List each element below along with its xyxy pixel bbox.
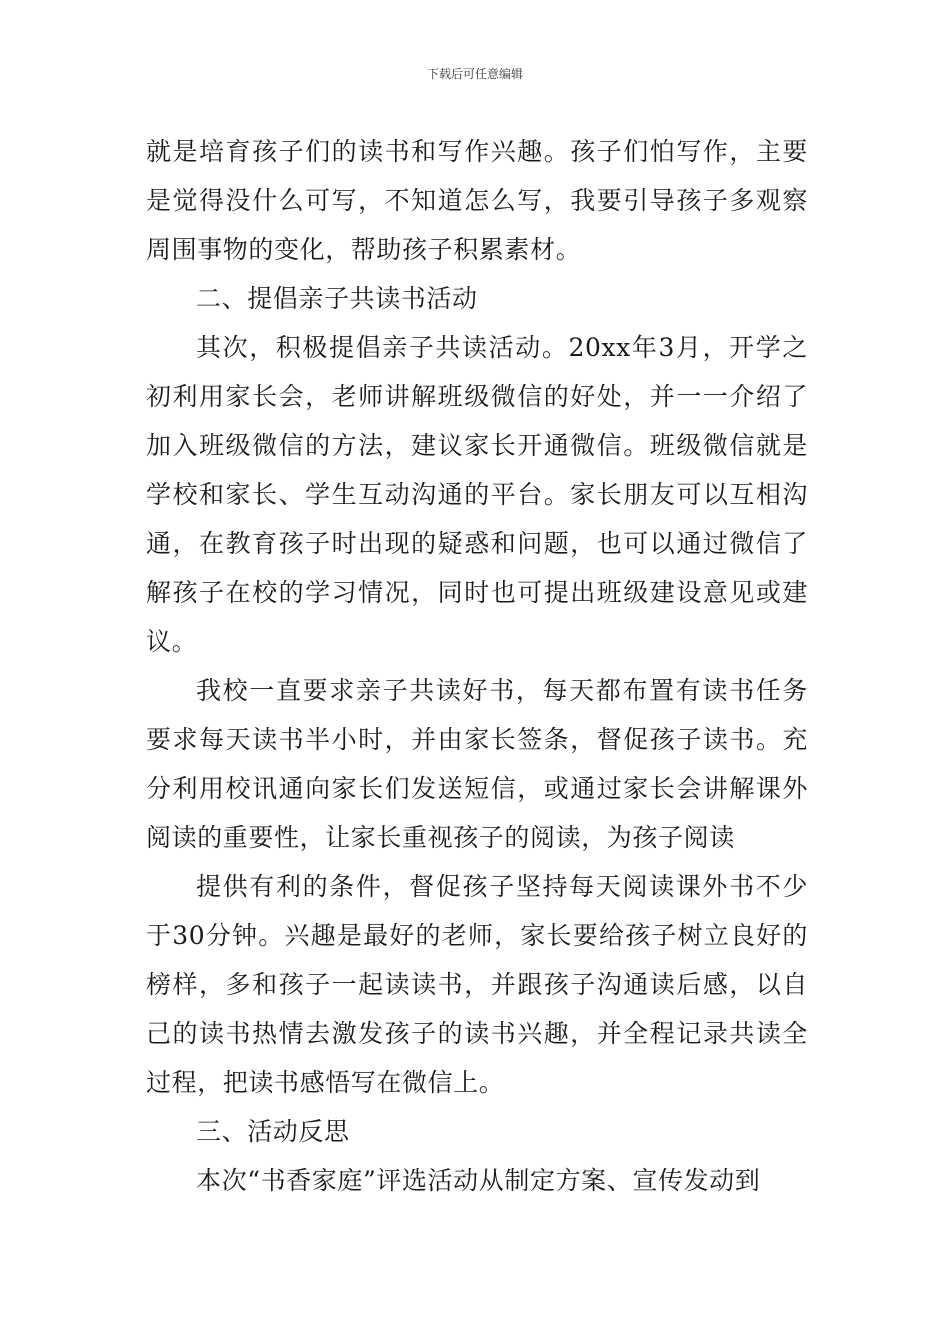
- paragraph-continuation: 就是培育孩子们的读书和写作兴趣。孩子们怕写作，主要是觉得没什么可写，不知道怎么写，我要引导孩子多观察周围事物的变化，帮助孩子积累素材。: [146, 137, 808, 264]
- section-heading-3: 三、活动反思: [196, 1117, 350, 1146]
- paragraph-reading-task: 我校一直要求亲子共读好书，每天都布置有读书任务要求每天读书半小时，并由家长签条，督促孩子读书。充分利用校讯通向家长们发送短信，或通过家长会讲解课外阅读的重要性，让家长重视孩子的阅读，为孩子阅读: [146, 676, 808, 852]
- document-body: [146, 127, 808, 1205]
- section-heading-2: 二、提倡亲子共读书活动: [196, 284, 478, 313]
- paragraph-reading-conditions: 提供有利的条件，督促孩子坚持每天阅读课外书不少于30分钟。兴趣是最好的老师，家长要给孩子树立良好的榜样，多和孩子一起读读书，并跟孩子沟通读后感，以自己的读书热情去激发孩子的读书兴趣，并全程记录共读全过程，把读书感悟写在微信上。: [146, 872, 808, 1097]
- paragraph-wechat: 其次，积极提倡亲子共读活动。20xx年3月，开学之初利用家长会，老师讲解班级微信的好处，并一一介绍了加入班级微信的方法，建议家长开通微信。班级微信就是学校和家长、学生互动沟通的平台。家长朋友可以互相沟通，在教育孩子时出现的疑惑和问题，也可以通过微信了解孩子在校的学习情况，同时也可提出班级建设意见或建议。: [146, 333, 808, 656]
- page-header: 下载后可任意编辑: [426, 67, 523, 81]
- paragraph-reflection: 本次“书香家庭”评选活动从制定方案、宣传发动到: [196, 1166, 761, 1195]
